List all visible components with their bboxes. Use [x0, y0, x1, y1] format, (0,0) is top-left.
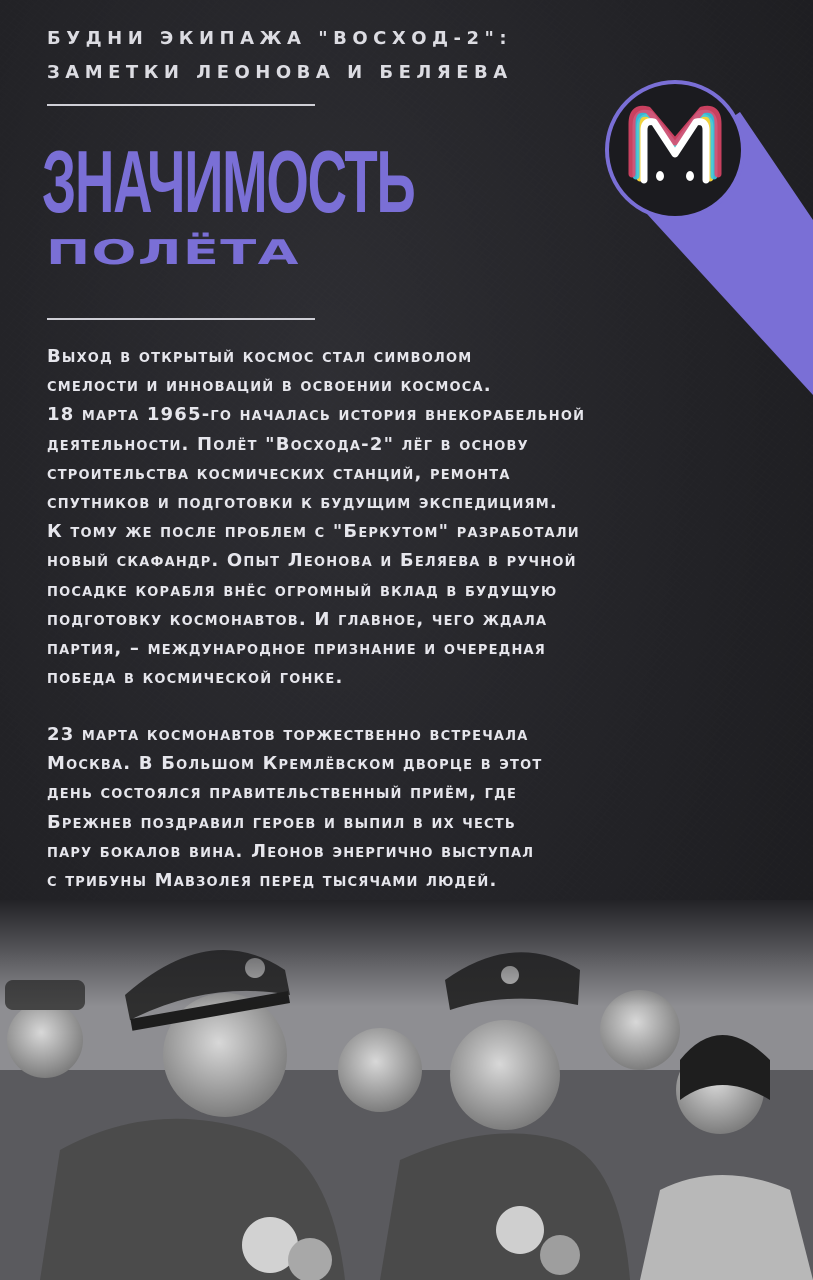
- paragraph-line: 23 марта космонавтов торжественно встречала: [47, 724, 529, 745]
- paragraph-line: пару бокалов вина. Леонов энергично выступал: [47, 840, 535, 862]
- series-title: [47, 22, 513, 90]
- page-title: ЗНАЧИМОСТЬ: [42, 132, 415, 231]
- series-title-line-2: ЗАМЕТКИ ЛЕОНОВА И БЕЛЯЕВА: [47, 62, 513, 83]
- crowd-photo-icon: [0, 900, 813, 1280]
- paragraph-line: новый скафандр. Опыт Леонова и Беляева в ручной: [47, 550, 577, 572]
- paragraph-line: 18 марта 1965-го началась история внекорабельной: [47, 404, 586, 426]
- paragraph-line: Москва. В Большом Кремлёвском дворце в этот: [47, 753, 543, 775]
- paragraph-line: деятельности. Полёт "Восхода-2" лёг в основу: [47, 433, 529, 455]
- paragraph-line: партия, – международное признание и очередная: [47, 638, 546, 660]
- paragraph-1: [47, 342, 792, 692]
- paragraph-line: день состоялся правительственный приём, где: [47, 782, 518, 804]
- paragraph-2: [47, 720, 792, 895]
- paragraph-line: строительства космических станций, ремонта: [47, 462, 511, 484]
- paragraph-line: Выход в открытый космос стал символом: [47, 346, 473, 367]
- paragraph-line: победа в космической гонке.: [47, 667, 344, 689]
- series-title-line-1: БУДНИ ЭКИПАЖА "ВОСХОД-2":: [47, 28, 513, 49]
- paragraph-line: Брежнев поздравил героев и выпил в их честь: [47, 811, 516, 833]
- paragraph-line: смелости и инноваций в освоении космоса.: [47, 375, 492, 397]
- paragraph-line: с трибуны Мавзолея перед тысячами людей.: [47, 870, 498, 892]
- paragraph-line: посадке корабля внёс огромный вклад в будущую: [47, 579, 558, 601]
- paragraph-line: подготовку космонавтов. И главное, чего ждала: [47, 608, 548, 630]
- top-divider: [47, 104, 315, 106]
- paragraph-line: К тому же после проблем с "Беркутом" разработали: [47, 521, 580, 543]
- bottom-divider: [47, 318, 315, 320]
- paragraph-line: спутников и подготовки к будущим экспедициям.: [47, 492, 558, 514]
- page-subtitle: ПОЛЁТА: [46, 233, 300, 273]
